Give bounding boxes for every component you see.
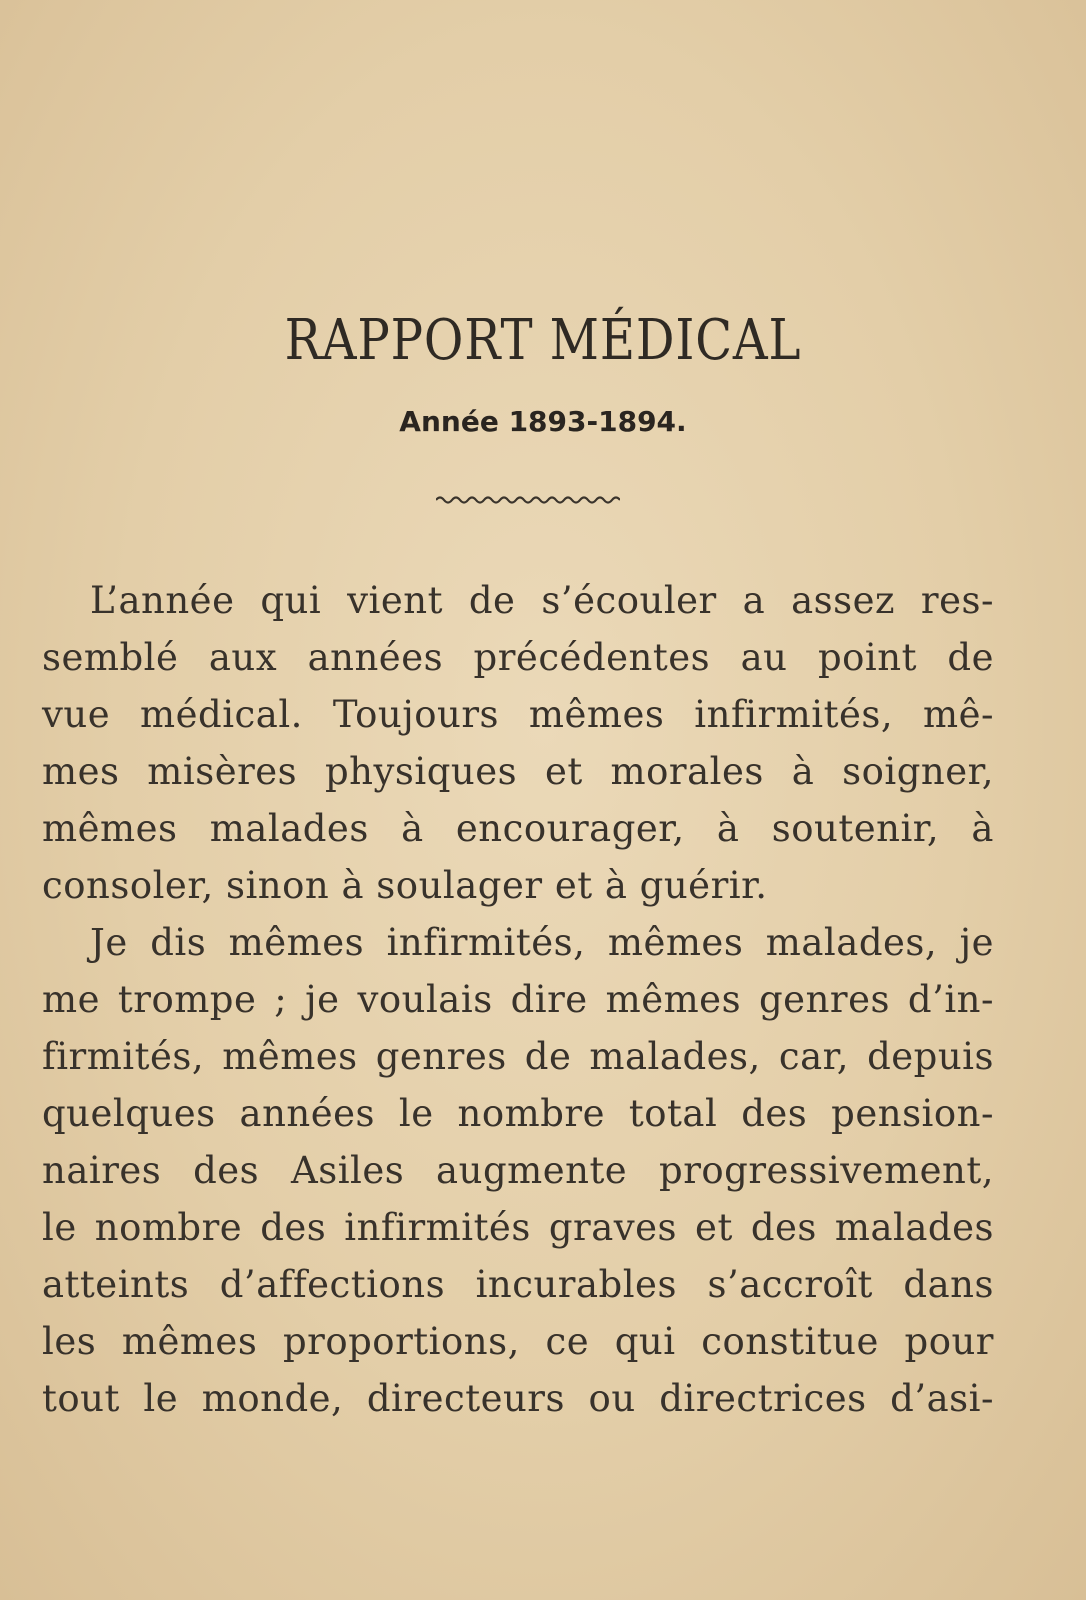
text-line: Je dis mêmes infirmités, mêmes malades, je — [90, 921, 994, 964]
text-line: semblé aux années précédentes au point de — [42, 636, 994, 679]
text-line: consoler, sinon à soulager et à guérir. — [42, 864, 768, 907]
wavy-divider-ornament — [436, 494, 620, 506]
text-line: naires des Asiles augmente progressivement, — [42, 1149, 994, 1192]
text-line: tout le monde, directeurs ou directrices d’asi- — [42, 1377, 994, 1420]
text-line: mêmes malades à encourager, à soutenir, à — [42, 807, 994, 850]
text-line: me trompe ; je voulais dire mêmes genres d’in- — [42, 978, 994, 1021]
text-line: les mêmes proportions, ce qui constitue pour — [42, 1320, 994, 1363]
paragraph-1 — [42, 572, 994, 914]
text-line: vue médical. Toujours mêmes infirmités, mê- — [42, 693, 994, 736]
text-line: mes misères physiques et morales à soigner, — [42, 750, 994, 793]
text-line: quelques années le nombre total des pension- — [42, 1092, 994, 1135]
page-subtitle: Année 1893-1894. — [399, 405, 687, 438]
text-line: L’année qui vient de s’écouler a assez res- — [90, 579, 994, 622]
text-line: le nombre des infirmités graves et des malades — [42, 1206, 994, 1249]
page-title: RAPPORT MÉDICAL — [284, 308, 802, 373]
text-line: firmités, mêmes genres de malades, car, depuis — [42, 1035, 994, 1078]
paragraph-2 — [42, 914, 994, 1427]
text-line: atteints d’affections incurables s’accroît dans — [42, 1263, 994, 1306]
